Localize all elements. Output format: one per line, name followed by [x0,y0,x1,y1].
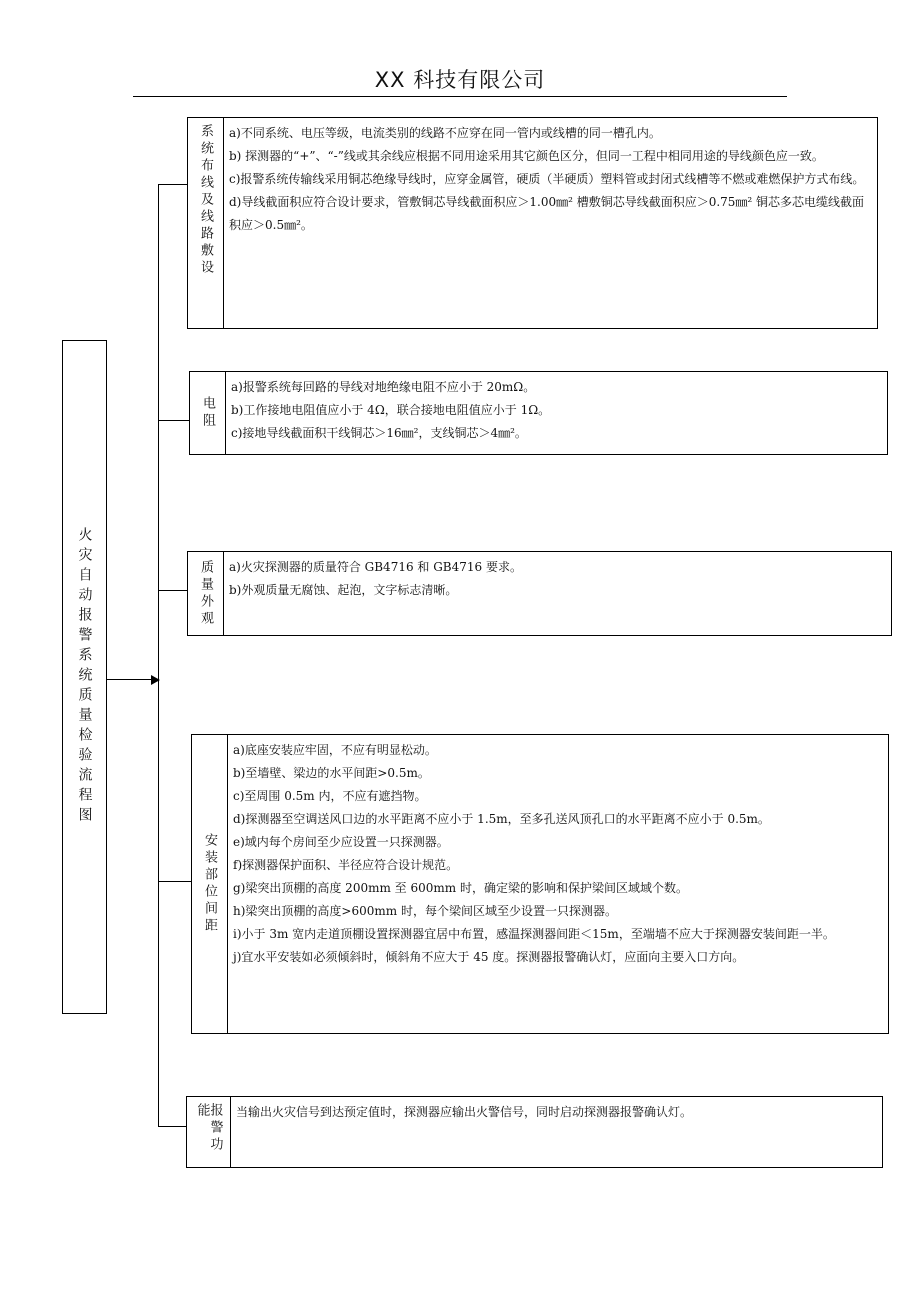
section-label: 安装部位间距 [202,833,217,935]
item-text: d)导线截面积应符合设计要求，管敷铜芯导线截面积应＞1.00㎜² 槽敷铜芯导线截面积应＞0.75㎜² 铜芯多芯电缆线截面积应＞0.5㎜²。 [229,195,865,232]
item-text: i)小于 3m 宽内走道顶棚设置探测器宜居中布置，感温探测器间距＜15m，至端墙不应大于探测器安装间距一半。 [233,927,835,941]
item-text: b)外观质量无腐蚀、起泡，文字标志清晰。 [229,583,458,597]
branch-quality [158,590,187,591]
main-label: 火灾自动报警系统质量检验流程图 [76,527,93,827]
item-text: c)接地导线截面积干线铜芯＞16㎜²，支线铜芯＞4㎜²。 [231,426,527,440]
section-label-box [188,118,224,328]
section-label: 系统布线及线路敷设 [198,124,213,277]
section-body [228,735,888,1033]
section-label-box [188,552,224,635]
item-text: e)域内每个房间至少应设置一只探测器。 [233,835,449,849]
main-process-box [62,340,107,1014]
branch-wiring [158,184,187,185]
section-label-box [192,735,228,1033]
section-quality-appearance [187,551,892,636]
item-text: b)至墙壁、梁边的水平间距>0.5m。 [233,766,430,780]
branch-alarm [158,1126,186,1127]
section-wiring [187,117,878,329]
item-text: h)梁突出顶棚的高度>600mm 时，每个梁间区域至少设置一只探测器。 [233,904,617,918]
connector-from-main [107,679,151,680]
section-resistance [189,371,888,455]
section-installation-spacing [191,734,889,1034]
section-label: 电阻 [200,396,215,430]
title-underline [133,96,787,97]
section-label: 报警功能 [194,1103,223,1154]
item-text: a)底座安装应牢固，不应有明显松动。 [233,743,437,757]
item-text: b) 探测器的“+”、“-”线或其余线应根据不同用途采用其它颜色区分，但同一工程中相同用途的导线颜色应一致。 [229,149,824,163]
section-body [224,118,877,328]
page-title: XX 科技有限公司 [374,68,546,92]
item-text: a)不同系统、电压等级，电流类别的线路不应穿在同一管内或线槽的同一槽孔内。 [229,126,661,140]
item-text: f)探测器保护面积、半径应符合设计规范。 [233,858,459,872]
branch-installation [158,881,191,882]
item-text: g)梁突出顶棚的高度 200mm 至 600mm 时，确定梁的影响和保护梁间区域域个数。 [233,881,688,895]
branch-resistance [158,420,189,421]
item-text: a)火灾探测器的质量符合 GB4716 和 GB4716 要求。 [229,560,522,574]
item-text: a)报警系统每回路的导线对地绝缘电阻不应小于 20mΩ。 [231,380,536,394]
section-label-box [190,372,226,454]
item-text: j)宜水平安装如必须倾斜时，倾斜角不应大于 45 度。探测器报警确认灯，应面向主要入口方向。 [233,950,745,964]
section-label-box [187,1097,231,1167]
item-text: d)探测器至空调送风口边的水平距离不应小于 1.5m，至多孔送风顶孔口的水平距离不应小于 0.5m。 [233,812,770,826]
section-alarm-function [186,1096,883,1168]
section-body [226,372,887,454]
item-text: c)至周围 0.5m 内，不应有遮挡物。 [233,789,427,803]
section-body [231,1097,882,1167]
vertical-trunk [158,184,159,1126]
item-text: c)报警系统传输线采用铜芯绝缘导线时，应穿金属管，硬质（半硬质）塑料管或封闭式线槽等不燃或难燃保护方式布线。 [229,172,865,186]
section-label: 质量外观 [198,559,213,628]
section-body [224,552,891,635]
item-text: b)工作接地电阻值应小于 4Ω，联合接地电阻值应小于 1Ω。 [231,403,551,417]
item-text: 当输出火灾信号到达预定值时，探测器应输出火警信号，同时启动探测器报警确认灯。 [236,1105,693,1119]
